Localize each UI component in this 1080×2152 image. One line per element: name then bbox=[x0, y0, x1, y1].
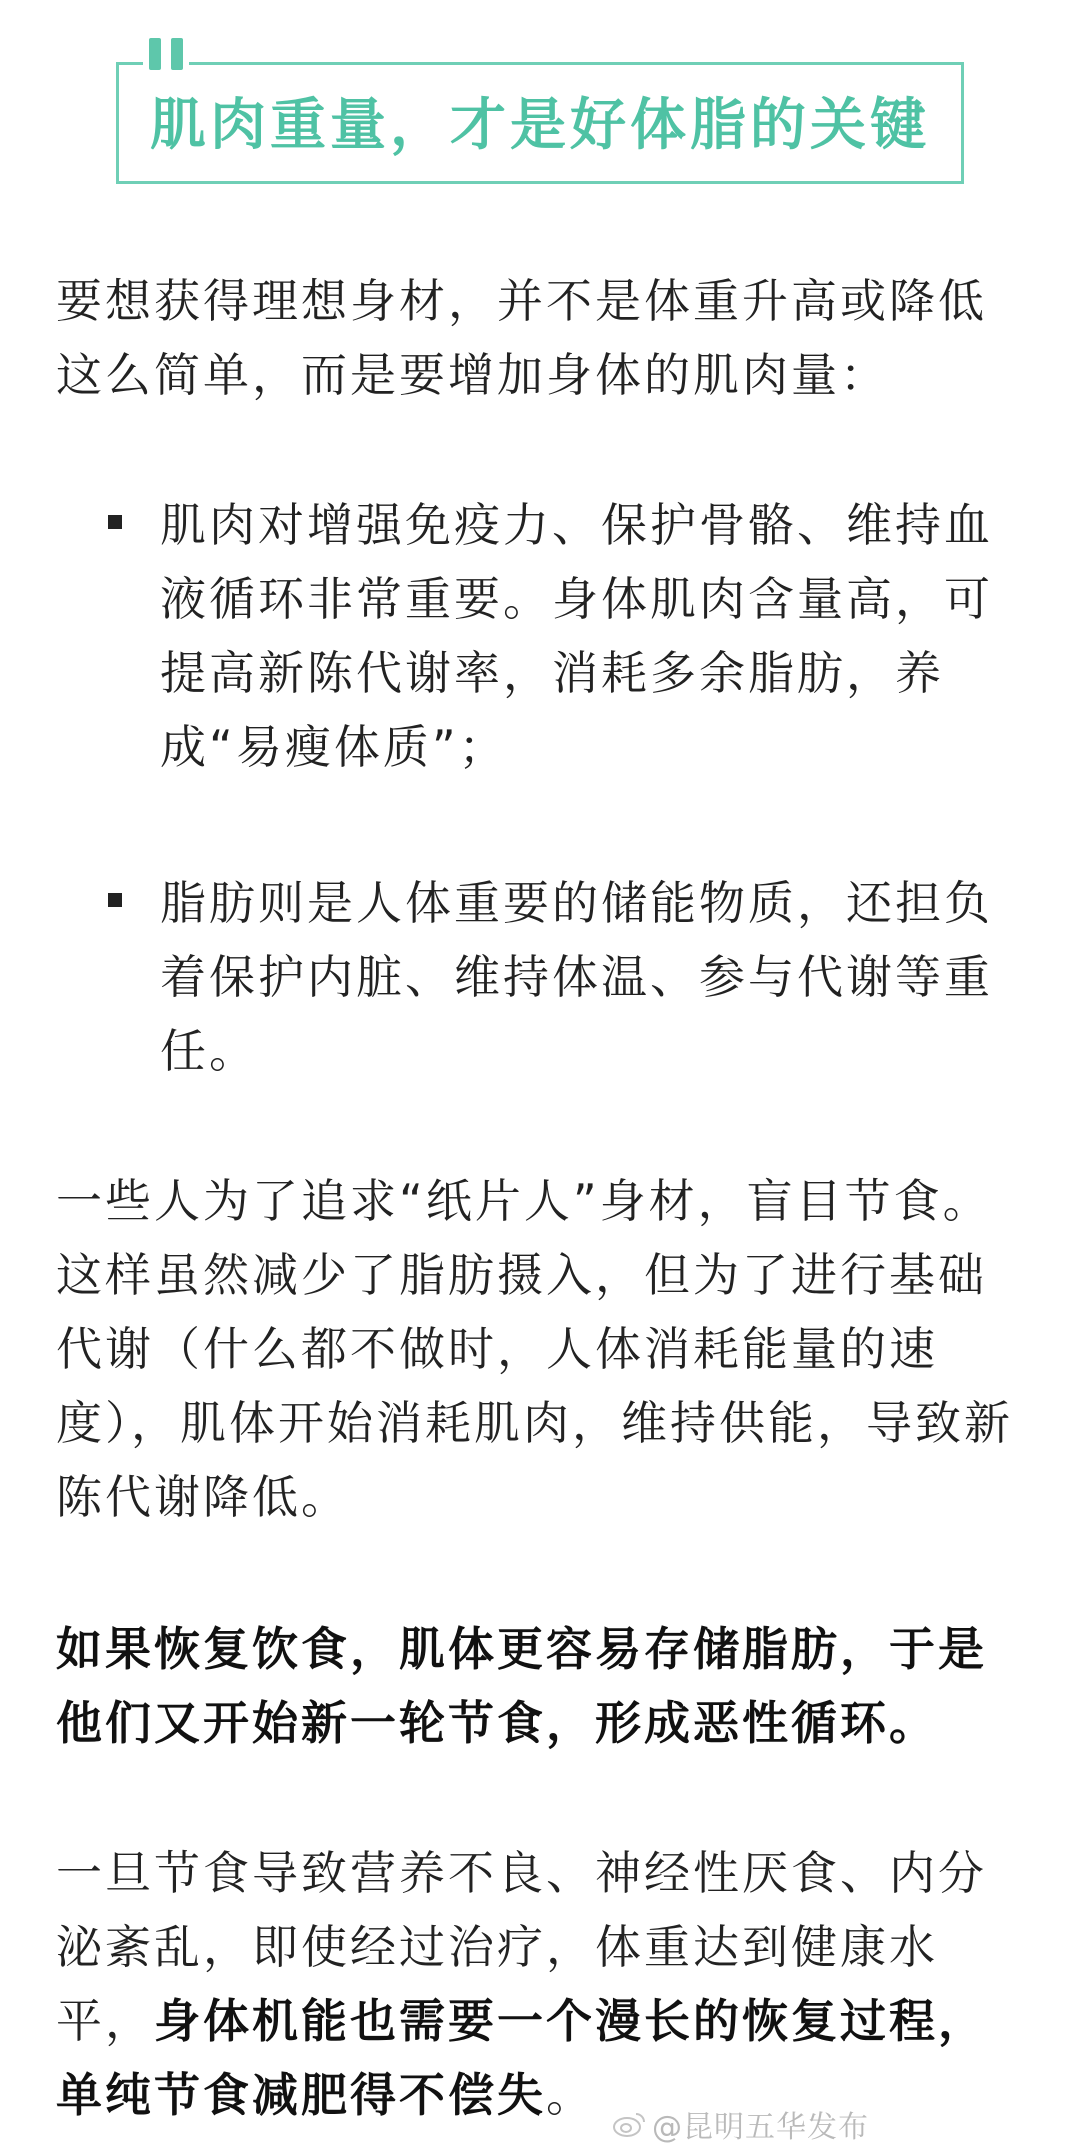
diet-paragraph: 一些人为了追求“纸片人”身材，盲目节食。这样虽然减少了脂肪摄入，但为了进行基础代谢（什么都不做时，人体消耗能量的速度），肌体开始消耗肌肉，维持供能，导致新陈代谢降低。 bbox=[56, 1174, 1013, 1524]
page-title: 肌肉重量，才是好体脂的关键 bbox=[150, 93, 930, 158]
list-item bbox=[56, 488, 1026, 784]
intro-paragraph: 要想获得理想身材，并不是体重升高或降低这么简单，而是要增加身体的肌肉量： bbox=[56, 274, 987, 402]
watermark bbox=[612, 2102, 869, 2146]
title-box bbox=[116, 62, 964, 184]
last-paragraph-end: 。 bbox=[546, 2068, 595, 2122]
quote-bar bbox=[149, 38, 161, 70]
bullet-square-icon bbox=[108, 893, 122, 907]
bold-paragraph: 如果恢复饮食，肌体更容易存储脂肪，于是他们又开始新一轮节食，形成恶性循环。 bbox=[56, 1622, 987, 1750]
bullet-square-icon bbox=[108, 515, 122, 529]
quote-bar bbox=[171, 38, 183, 70]
last-paragraph-text: 一旦节食导致营养不良、神经性厌食、内分泌紊乱，即使经过治疗，体重达到健康水平， bbox=[56, 1846, 987, 2048]
last-paragraph bbox=[56, 1836, 1026, 2132]
quote-mark-icon bbox=[143, 38, 189, 72]
list-item-text: 脂肪则是人体重要的储能物质，还担负着保护内脏、维持体温、参与代谢等重任。 bbox=[160, 876, 993, 1078]
weibo-icon bbox=[612, 2110, 646, 2138]
list-item-text: 肌肉对增强免疫力、保护骨骼、维持血液循环非常重要。身体肌肉含量高，可提高新陈代谢率，消耗多余脂肪，养成“易瘦体质”； bbox=[160, 498, 993, 774]
watermark-text: @昆明五华发布 bbox=[652, 2110, 869, 2145]
last-paragraph-emphasis: 身体机能也需要一个漫长的恢复过程，单纯节食减肥得不偿失 bbox=[56, 1994, 987, 2122]
list-item bbox=[56, 866, 1026, 1088]
